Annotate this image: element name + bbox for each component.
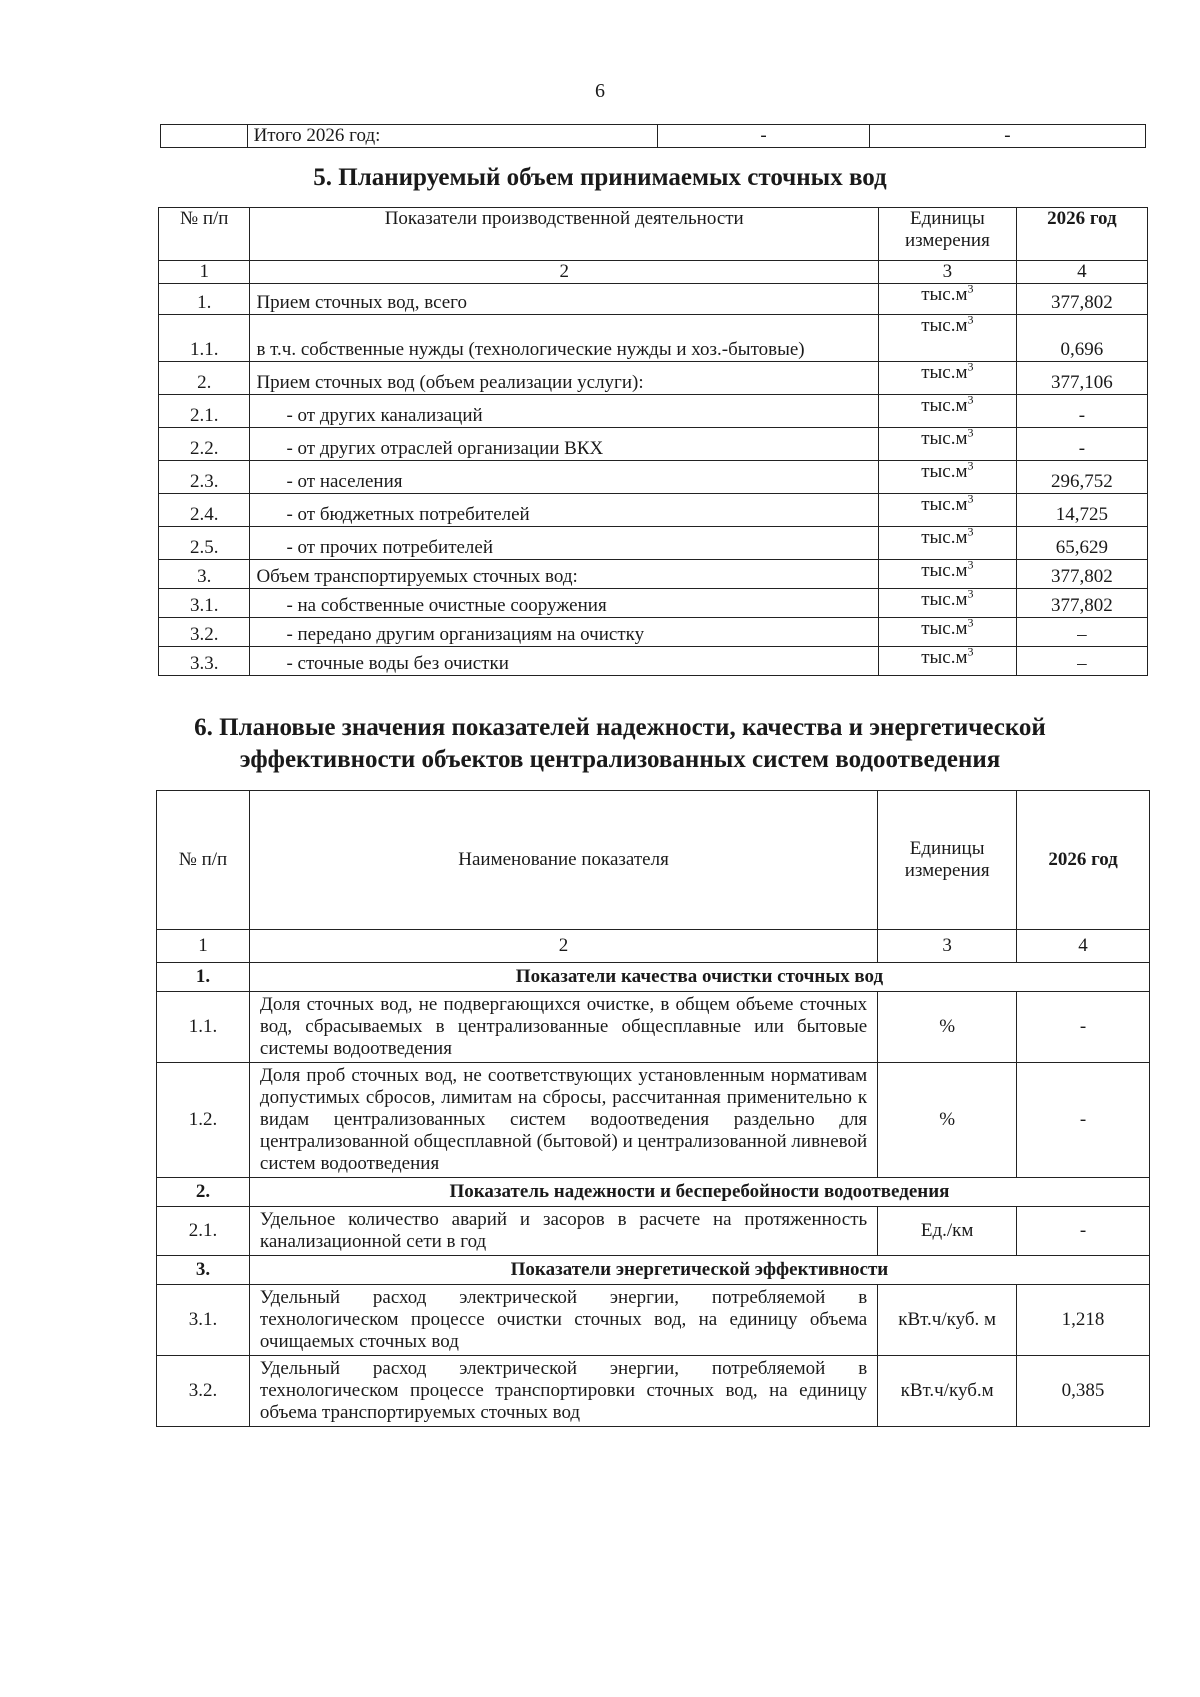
row-indicator: Доля сточных вод, не подвергающихся очистке, в общем объеме сточных вод, сбрасываемых в централизованные общесплавные или бытовые системы водоотведения bbox=[249, 992, 877, 1063]
group-number: 3. bbox=[157, 1256, 250, 1285]
header-year: 2026 год bbox=[1016, 208, 1147, 261]
row-value: – bbox=[1016, 647, 1147, 676]
empty-cell bbox=[161, 125, 248, 148]
unit-exponent: 3 bbox=[967, 644, 974, 659]
row-value: 377,802 bbox=[1016, 589, 1147, 618]
row-number: 3. bbox=[159, 560, 250, 589]
row-indicator: в т.ч. собственные нужды (технологические нужды и хоз.-бытовые) bbox=[250, 315, 879, 362]
unit-exponent: 3 bbox=[967, 392, 974, 407]
column-number: 3 bbox=[878, 930, 1017, 963]
section-group-row bbox=[157, 1256, 1150, 1285]
section6-title-line2: эффективности объектов централизованных систем водоотведения bbox=[239, 746, 1001, 773]
section5-table bbox=[158, 207, 1148, 676]
unit-text: тыс.м bbox=[921, 428, 968, 449]
unit-text: тыс.м bbox=[921, 494, 968, 515]
row-number: 3.1. bbox=[159, 589, 250, 618]
section6-title bbox=[20, 712, 1200, 776]
row-value: - bbox=[1017, 1207, 1150, 1256]
row-unit bbox=[879, 557, 1017, 589]
header-unit: Единицы измерения bbox=[879, 208, 1017, 261]
table-row bbox=[159, 284, 1148, 315]
row-unit bbox=[879, 359, 1017, 395]
table-row bbox=[159, 618, 1148, 647]
table-row bbox=[159, 461, 1148, 494]
group-title: Показатель надежности и бесперебойности водоотведения bbox=[249, 1178, 1149, 1207]
row-value: 377,802 bbox=[1016, 284, 1147, 315]
unit-exponent: 3 bbox=[967, 458, 974, 473]
group-number: 1. bbox=[157, 963, 250, 992]
row-number: 1. bbox=[159, 284, 250, 315]
row-unit bbox=[879, 524, 1017, 560]
row-value: 0,696 bbox=[1016, 315, 1147, 362]
table-row bbox=[159, 395, 1148, 428]
row-indicator: - от прочих потребителей bbox=[250, 527, 879, 560]
row-indicator: Прием сточных вод, всего bbox=[250, 284, 879, 315]
header-year: 2026 год bbox=[1017, 791, 1150, 930]
column-number: 2 bbox=[250, 261, 879, 284]
row-value: 0,385 bbox=[1017, 1356, 1150, 1427]
header-num: № п/п bbox=[159, 208, 250, 261]
row-value: – bbox=[1016, 618, 1147, 647]
row-unit bbox=[879, 644, 1017, 676]
section5-body bbox=[159, 281, 1148, 676]
row-number: 1.1. bbox=[159, 315, 250, 362]
group-number: 2. bbox=[157, 1178, 250, 1207]
row-indicator: Удельный расход электрической энергии, потребляемой в технологическом процессе очистки сточных вод, на единицу объема очищаемых сточных вод bbox=[249, 1285, 877, 1356]
row-indicator: - от других канализаций bbox=[250, 395, 879, 428]
row-number: 3.2. bbox=[157, 1356, 250, 1427]
header-unit: Единицы измерения bbox=[878, 791, 1017, 930]
unit-text: тыс.м bbox=[921, 527, 968, 548]
header-indicator: Показатели производственной деятельности bbox=[250, 208, 879, 261]
unit-text: тыс.м bbox=[921, 647, 968, 668]
itogo-table bbox=[160, 124, 1146, 148]
row-number: 2.4. bbox=[159, 494, 250, 527]
column-number: 1 bbox=[157, 930, 250, 963]
row-indicator: - сточные воды без очистки bbox=[250, 647, 879, 676]
table-row bbox=[161, 125, 1146, 148]
row-unit bbox=[879, 615, 1017, 647]
table-header-row bbox=[159, 208, 1148, 261]
row-indicator: Удельное количество аварий и засоров в расчете на протяженность канализационной сети в год bbox=[249, 1207, 877, 1256]
row-indicator: Доля проб сточных вод, не соответствующих установленным нормативам допустимых сбросов, лимитам на сбросы, рассчитанная применительно к видам централизованных систем водоотведения раздельно для централизованной общесплавной (бытовой) и централизованной ливневой систем водоотведения bbox=[249, 1063, 877, 1178]
section-group-row bbox=[157, 963, 1150, 992]
row-number: 3.3. bbox=[159, 647, 250, 676]
column-numbers-row bbox=[159, 261, 1148, 284]
section6-table bbox=[156, 790, 1150, 1427]
table-row bbox=[159, 494, 1148, 527]
row-number: 2.1. bbox=[157, 1207, 250, 1256]
unit-exponent: 3 bbox=[967, 615, 974, 630]
column-numbers-row bbox=[157, 930, 1150, 963]
row-unit: % bbox=[878, 1063, 1017, 1178]
row-value: 296,752 bbox=[1016, 461, 1147, 494]
row-indicator: Прием сточных вод (объем реализации услуги): bbox=[250, 362, 879, 395]
section6-title-line1: 6. Плановые значения показателей надежности, качества и энергетической bbox=[194, 714, 1046, 741]
header-num: № п/п bbox=[157, 791, 250, 930]
row-unit: Ед./км bbox=[878, 1207, 1017, 1256]
row-unit bbox=[879, 281, 1017, 315]
unit-text: тыс.м bbox=[921, 560, 968, 581]
row-unit: % bbox=[878, 992, 1017, 1063]
column-number: 1 bbox=[159, 261, 250, 284]
column-number: 3 bbox=[879, 261, 1017, 284]
unit-text: тыс.м bbox=[921, 315, 968, 336]
section-group-row bbox=[157, 1178, 1150, 1207]
unit-exponent: 3 bbox=[967, 524, 974, 539]
row-unit bbox=[879, 586, 1017, 618]
table-row bbox=[157, 992, 1150, 1063]
row-value: - bbox=[1017, 992, 1150, 1063]
row-indicator: - от бюджетных потребителей bbox=[250, 494, 879, 527]
table-row bbox=[157, 1063, 1150, 1178]
row-number: 2.3. bbox=[159, 461, 250, 494]
row-number: 2.5. bbox=[159, 527, 250, 560]
section5-title: 5. Планируемый объем принимаемых сточных вод bbox=[313, 164, 887, 191]
row-value: 65,629 bbox=[1016, 527, 1147, 560]
row-unit bbox=[879, 312, 1017, 362]
row-unit bbox=[879, 425, 1017, 461]
group-title: Показатели энергетической эффективности bbox=[249, 1256, 1149, 1285]
row-indicator: Удельный расход электрической энергии, потребляемой в технологическом процессе транспортировки сточных вод, на единицу объема транспортируемых сточных вод bbox=[249, 1356, 877, 1427]
row-indicator: - передано другим организациям на очистку bbox=[250, 618, 879, 647]
header-indicator: Наименование показателя bbox=[249, 791, 877, 930]
row-number: 2. bbox=[159, 362, 250, 395]
page-number: 6 bbox=[595, 80, 605, 102]
unit-exponent: 3 bbox=[967, 312, 974, 327]
row-value: - bbox=[1017, 1063, 1150, 1178]
unit-exponent: 3 bbox=[967, 491, 974, 506]
row-value: 14,725 bbox=[1016, 494, 1147, 527]
unit-exponent: 3 bbox=[967, 557, 974, 572]
row-unit bbox=[879, 491, 1017, 527]
row-unit: кВт.ч/куб.м bbox=[878, 1356, 1017, 1427]
unit-text: тыс.м bbox=[921, 362, 968, 383]
row-value: 377,106 bbox=[1016, 362, 1147, 395]
table-row bbox=[159, 428, 1148, 461]
row-indicator: - от населения bbox=[250, 461, 879, 494]
table-row bbox=[157, 1285, 1150, 1356]
unit-text: тыс.м bbox=[921, 395, 968, 416]
column-number: 4 bbox=[1017, 930, 1150, 963]
section6-body bbox=[157, 963, 1150, 1427]
unit-text: тыс.м bbox=[921, 618, 968, 639]
group-title: Показатели качества очистки сточных вод bbox=[249, 963, 1149, 992]
row-number: 2.2. bbox=[159, 428, 250, 461]
itogo-value-1: - bbox=[658, 125, 870, 148]
row-number: 2.1. bbox=[159, 395, 250, 428]
unit-text: тыс.м bbox=[921, 461, 968, 482]
row-indicator: Объем транспортируемых сточных вод: bbox=[250, 560, 879, 589]
row-unit bbox=[879, 392, 1017, 428]
row-value: 1,218 bbox=[1017, 1285, 1150, 1356]
row-number: 1.2. bbox=[157, 1063, 250, 1178]
unit-exponent: 3 bbox=[967, 425, 974, 440]
table-row bbox=[159, 560, 1148, 589]
unit-text: тыс.м bbox=[921, 589, 968, 610]
row-number: 3.1. bbox=[157, 1285, 250, 1356]
row-value: 377,802 bbox=[1016, 560, 1147, 589]
row-unit bbox=[879, 458, 1017, 494]
table-row bbox=[159, 362, 1148, 395]
row-indicator: - от других отраслей организации ВКХ bbox=[250, 428, 879, 461]
row-unit: кВт.ч/куб. м bbox=[878, 1285, 1017, 1356]
row-number: 3.2. bbox=[159, 618, 250, 647]
unit-exponent: 3 bbox=[967, 586, 974, 601]
unit-exponent: 3 bbox=[967, 359, 974, 374]
row-number: 1.1. bbox=[157, 992, 250, 1063]
table-row bbox=[157, 1356, 1150, 1427]
row-indicator: - на собственные очистные сооружения bbox=[250, 589, 879, 618]
table-header-row bbox=[157, 791, 1150, 930]
itogo-value-2: - bbox=[869, 125, 1145, 148]
unit-exponent: 3 bbox=[967, 281, 974, 296]
table-row bbox=[159, 589, 1148, 618]
itogo-label: Итого 2026 год: bbox=[247, 125, 658, 148]
row-value: - bbox=[1016, 428, 1147, 461]
row-value: - bbox=[1016, 395, 1147, 428]
table-row bbox=[159, 527, 1148, 560]
table-row bbox=[159, 647, 1148, 676]
table-row bbox=[159, 315, 1148, 362]
column-number: 2 bbox=[249, 930, 877, 963]
table-row bbox=[157, 1207, 1150, 1256]
column-number: 4 bbox=[1016, 261, 1147, 284]
unit-text: тыс.м bbox=[921, 284, 968, 305]
